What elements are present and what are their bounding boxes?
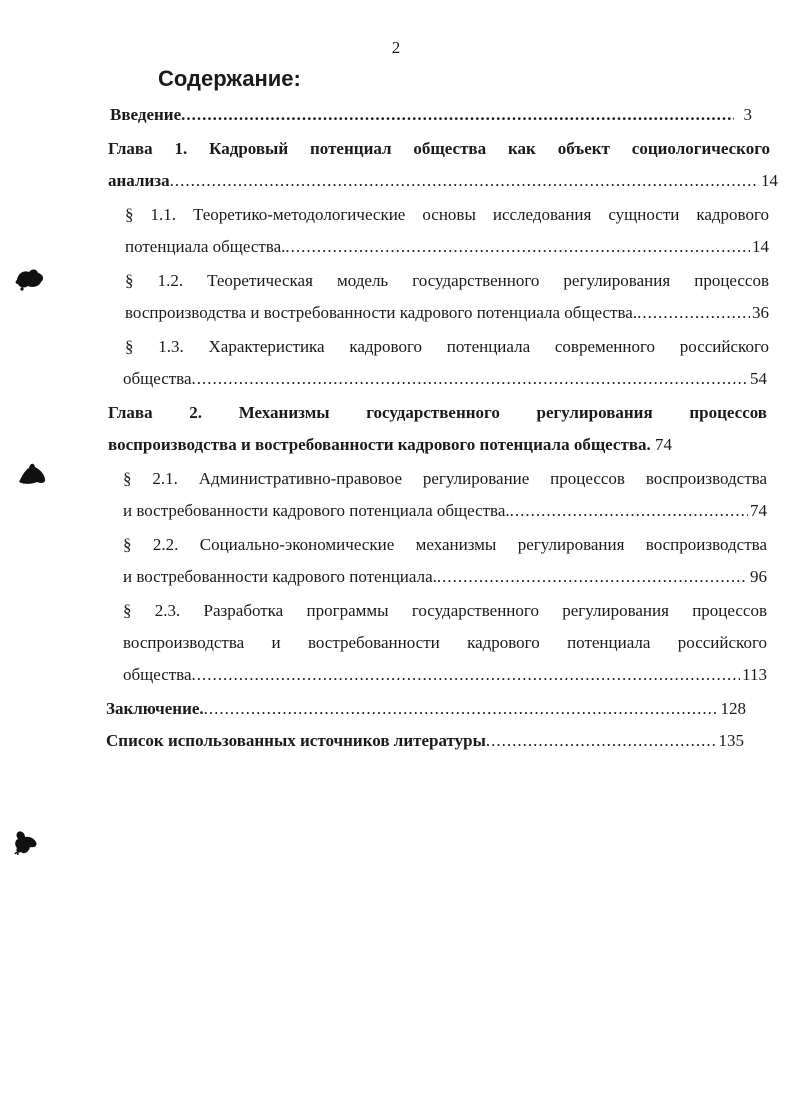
leader-dots (437, 561, 748, 593)
scan-blot-icon (17, 460, 47, 486)
toc-entry-label: Введение (110, 105, 182, 124)
toc-section-2-3-line-1: § 2.3. Разработка программы государственного регулирования процессов (123, 601, 767, 620)
toc-entry-page: 113 (742, 665, 767, 684)
toc-section-2-2-line-1: § 2.2. Социально-экономические механизмы регулирования воспроизводства (123, 535, 767, 554)
toc-entry-page: 135 (718, 731, 744, 750)
toc-entry-label: Заключение. (106, 699, 204, 718)
leader-dots (170, 165, 759, 197)
toc-entry-page: 54 (750, 369, 767, 388)
toc-entry-page: 36 (752, 303, 769, 322)
toc-entry-page: 14 (752, 237, 769, 256)
toc-entry-label: общества (123, 665, 192, 684)
toc-section-1-3-line-2 (123, 363, 767, 395)
toc-section-1-2-line-1: § 1.2. Теоретическая модель государственного регулирования процессов (125, 271, 769, 290)
toc-entry-page: 96 (750, 567, 767, 586)
toc-section-2-2-line-2 (123, 561, 767, 593)
toc-entry-page: 128 (720, 699, 746, 718)
toc-entry-conclusion (106, 693, 746, 725)
toc-entry-intro (110, 99, 752, 131)
page-number: 2 (391, 38, 401, 57)
toc-entry-label: потенциала общества. (125, 237, 286, 256)
scan-blot-icon (14, 266, 46, 292)
toc-entry-label: и востребованности кадрового потенциала. (123, 567, 437, 586)
toc-entry-label: анализа (108, 171, 170, 190)
toc-chapter-2-line-1: Глава 2. Механизмы государственного регулирования процессов (108, 403, 767, 422)
toc-section-1-1-line-1: § 1.1. Теоретико-методологические основы исследования сущности кадрового (125, 205, 769, 224)
leader-dots (204, 693, 719, 725)
toc-entry-label: и востребованности кадрового потенциала общества. (123, 501, 510, 520)
toc-section-2-3-line-2: воспроизводства и востребованности кадрового потенциала российского (123, 633, 767, 652)
toc-section-2-1-line-1: § 2.1. Административно-правовое регулирование процессов воспроизводства (123, 469, 767, 488)
leader-dots (285, 231, 750, 263)
toc-entry-label: Список использованных источников литературы (106, 731, 486, 750)
leader-dots (192, 659, 741, 691)
toc-entry-page: 14 (761, 171, 778, 190)
leader-dots (192, 363, 748, 395)
toc-section-1-1-line-2 (125, 231, 769, 263)
toc-chapter-2-line-2 (108, 429, 768, 461)
toc-chapter-1-line-2 (108, 165, 778, 197)
page-title: Содержание: (158, 66, 301, 91)
toc-section-2-1-line-2 (123, 495, 767, 527)
toc-entry-page: 74 (655, 435, 673, 454)
toc-entry-label: общества (123, 369, 192, 388)
toc-entry-page: 74 (750, 501, 767, 520)
toc-entry-label: воспроизводства и востребованности кадрового потенциала общества. (125, 303, 638, 322)
toc-section-2-3-line-3 (123, 659, 767, 691)
leader-dots (510, 495, 748, 527)
toc-entry-label: воспроизводства и востребованности кадрового потенциала общества. (108, 435, 651, 454)
toc-chapter-1-line-1: Глава 1. Кадровый потенциал общества как объект социологического (108, 139, 770, 158)
toc-entry-page: 3 (743, 105, 752, 124)
leader-dots (486, 725, 717, 757)
toc-entry-references (106, 725, 744, 757)
leader-dots (181, 99, 733, 131)
leader-dots (637, 297, 750, 329)
scan-blot-icon (12, 828, 40, 858)
toc-section-1-2-line-2 (125, 297, 769, 329)
toc-section-1-3-line-1: § 1.3. Характеристика кадрового потенциала современного российского (125, 337, 769, 356)
